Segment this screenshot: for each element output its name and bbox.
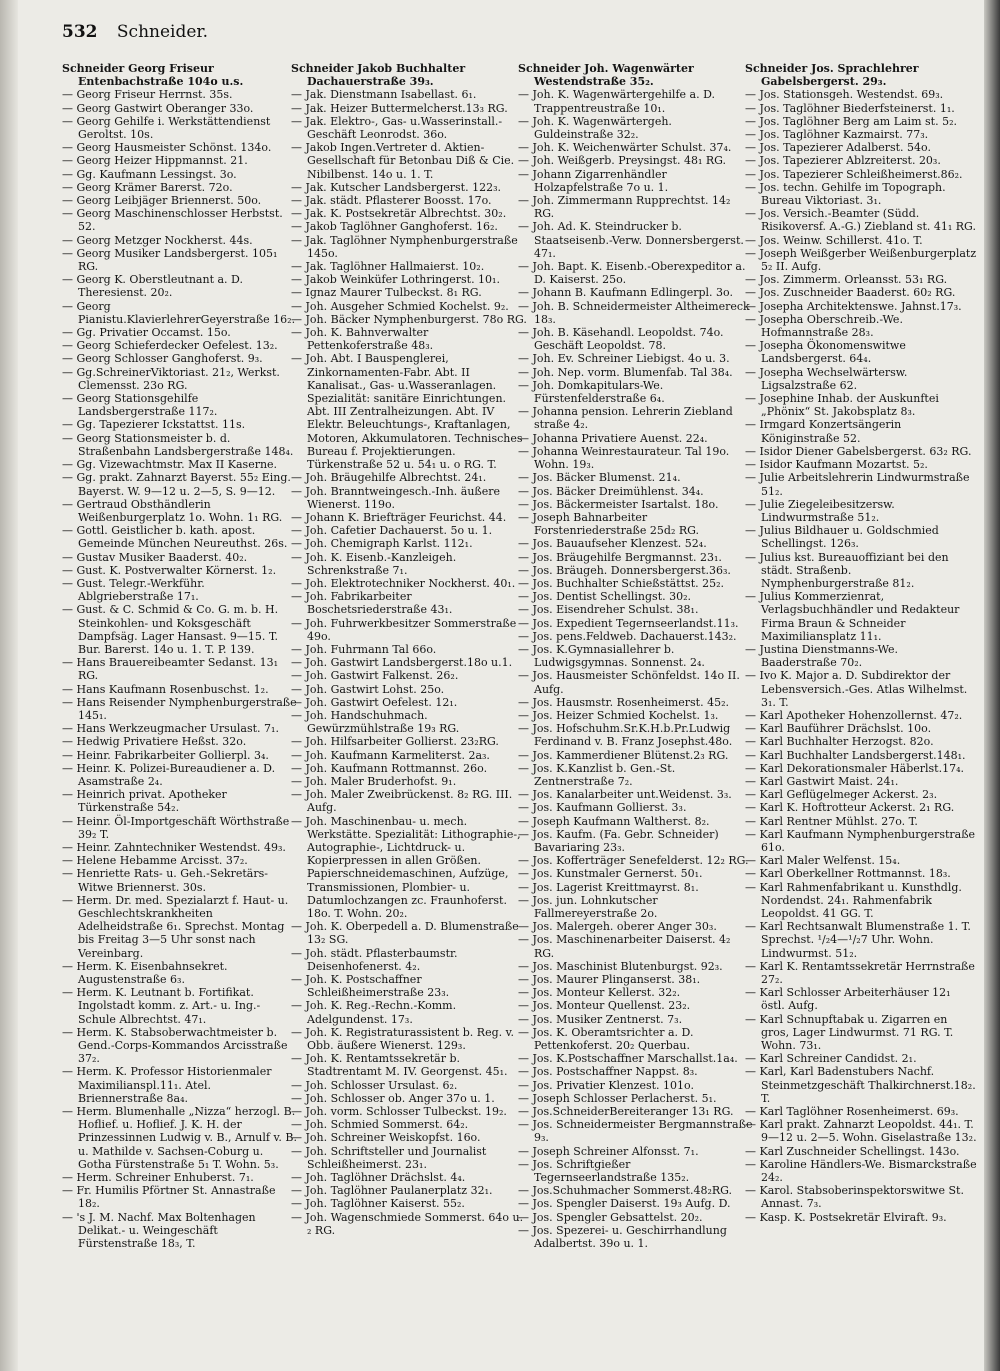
directory-entry: — Joh. K. Weichenwärter Schulst. 37₄. [518, 141, 732, 155]
directory-entry: — Jos. Bräugeh. Donnersbergerst.36₃. [518, 563, 731, 577]
directory-entry: — Joh. Kaufmann Rottmannst. 26o. [291, 761, 488, 775]
directory-entry: — Georg Maschinenschlosser Herbstst. 52. [62, 207, 283, 234]
directory-entry: — Georg Stationsgehilfe Landsbergerstraße 117₂. [62, 392, 218, 419]
directory-entry: — Jak. städt. Pflasterer Boosst. 17o. [291, 194, 492, 208]
directory-entry: — Joh. Ausgeher Schmied Kochelst. 9₂. [291, 299, 509, 313]
directory-entry: — Joh. K. Wagenwärtergehilfe a. D. Trappentreustraße 10₁. [518, 88, 716, 115]
directory-entry: — Gg. Vizewachtmstr. Max II Kaserne. [62, 458, 278, 472]
directory-entry: — Julius kst. Bureauoffiziant bei den städt. Straßenb. Nymphenburgerstraße 81₂. [745, 550, 949, 590]
directory-entry: — Jos. Eisendreher Schulst. 38₁. [518, 603, 699, 617]
directory-entry: — Jos. Bäckermeister Isartalst. 18o. [518, 497, 719, 511]
directory-entry: — Joh. Maschinenbau- u. mech. Werkstätte. Spezialität: Lithographie-, Autographie-, Lichtdruck- u. Kopierpressen in allen Größen. Papierschneidemaschinen, Aufzüge, Transmissionen, Plombier- u. Datumlochzangen zc. Fraunhoferst. 18o. T. Wohn. 20₂. [291, 814, 521, 920]
directory-entry: — Karl Dekorationsmaler Häberlst.17₄. [745, 761, 964, 775]
column-2 [291, 62, 527, 1237]
directory-entry: — 's J. M. Nachf. Max Boltenhagen Delikat.- u. Weingeschäft Fürstenstraße 18₃, T. [62, 1210, 256, 1251]
directory-entry: Schneider Jakob Buchhalter Dachauerstraße 39₃. [291, 62, 466, 89]
directory-entry: — Irmgard Konzertsängerin Königinstraße 52. [745, 418, 902, 445]
directory-entry: — Jos. Spengler Gebsattelst. 20₂. [518, 1210, 703, 1224]
directory-entry: — Joh. K. Wagenwärtergeh. Guldeinstraße 32₂. [518, 114, 672, 142]
directory-entry: — Jos. Spengler Daiserst. 19₃ Aufg. D. [518, 1197, 731, 1211]
directory-entry: — Gust. & C. Schmid & Co. G. m. b. H. Steinkohlen- und Koksgeschäft Dampfsäg. Lager Hansast. 9—15. T. Bur. Barerst. 14o u. 1. T. P. 139. [62, 603, 279, 656]
directory-entry: — Joh. Wagenschmiede Sommerst. 64o u. ₂ RG. [291, 1210, 524, 1237]
directory-entry: — Johanna pension. Lehrerin Ziebland straße 4₂. [518, 405, 733, 432]
directory-entry: — Jos. K.Postschaffner Marschallst.1a₄. [518, 1052, 738, 1066]
directory-entry: — Jakob Weinküfer Lothringerst. 10₁. [291, 273, 500, 287]
directory-entry: — Jos. Kammerdiener Blütenst.2₃ RG. [518, 748, 729, 762]
directory-entry: — Heinrich privat. Apotheker Türkenstraße 54₂. [62, 788, 227, 815]
directory-entry: — Karl K. Hoftrotteur Ackerst. 2₁ RG. [745, 801, 955, 815]
directory-entry: — Karl Maler Welfenst. 15₄. [745, 854, 901, 868]
directory-entry: — Joh. Elektrotechniker Nockherst. 40₁. [291, 576, 516, 590]
directory-entry: — Georg Pianistu.KlavierlehrerGeyerstraße 16₂. [62, 299, 296, 326]
directory-entry: — Isidor Diener Gabelsbergerst. 63₂ RG. [745, 444, 972, 458]
directory-entry: — Joh. Domkapitulars-We. Fürstenfelderstraße 6₄. [518, 378, 665, 406]
directory-entry: — Karl Apotheker Hohenzollernst. 47₂. [745, 708, 963, 722]
directory-entry: — Jos. jun. Lohnkutscher Fallmereyerstraße 2o. [518, 893, 658, 920]
directory-entry: — Joh. Hilfsarbeiter Gollierst. 23₂RG. [291, 735, 499, 749]
directory-entry: — Isidor Kaufmann Mozartst. 5₂. [745, 458, 928, 472]
page-edge-right [984, 0, 1000, 1371]
directory-entry: — Joh. Ev. Schreiner Liebigst. 4o u. 3. [518, 352, 730, 366]
directory-entry: — Karl Zuschneider Schellingst. 143o. [745, 1144, 960, 1158]
directory-entry: — Georg Schlosser Ganghoferst. 9₃. [62, 352, 263, 366]
directory-entry: — Jos. Postschaffner Nappst. 8₃. [518, 1065, 698, 1079]
directory-entry: — Joh. Gastwirt Landsbergerst.18o u.1. [291, 656, 513, 670]
directory-entry: — Karl Buchhalter Landsbergerst.148₁. [745, 748, 966, 762]
directory-entry: — Karl, Karl Badenstubers Nachf. Steinmetzgeschäft Thalkirchnerst.18₂. T. [745, 1065, 976, 1105]
directory-entry: — Jos. Tapezierer Schleißheimerst.86₂. [745, 167, 963, 181]
directory-entry: — Karl Bauführer Drächslst. 10o. [745, 722, 932, 736]
directory-entry: — Heinr. Zahntechniker Westendst. 49₃. [62, 840, 286, 854]
directory-entry: — Jos. K.Gymnasiallehrer b. Ludwigsgymnas. Sonnenst. 2₄. [518, 642, 705, 670]
directory-entry: — Joh. Abt. I Bauspenglerei, Zinkornamenten-Fabr. Abt. II Kanalisat., Gas- u.Wasseranlagen. Spezialität: sanitäre Einrichtungen. Abt. III Zentralheizungen. Abt. IV Elektr. Beleuchtungs-, Kraftanlagen, Motoren, Akkumulatoren. Technisches Bureau f. Projektierungen. Türkenstraße 52 u. 54₁ u. o RG. T. [291, 352, 523, 472]
directory-entry: — Georg Hausmeister Schönst. 134o. [62, 141, 272, 155]
directory-entry: — Jos. Kanalarbeiter unt.Weidenst. 3₃. [518, 788, 732, 802]
directory-entry: — Gustav Musiker Baaderst. 40₂. [62, 550, 248, 564]
directory-entry: — Georg Musiker Landsbergerst. 105₁ RG. [62, 246, 278, 274]
directory-entry: — Karl Gastwirt Maist. 24₁. [745, 774, 899, 788]
directory-entry: — Jak. Elektro-, Gas- u.Wasserinstall.-Geschäft Leonrodst. 36o. [291, 114, 503, 142]
directory-entry: — Joh. städt. Pflasterbaumstr. Deisenhofenerst. 4₂. [291, 946, 458, 973]
directory-entry: — Jos. K.Kanzlist b. Gen.-St. Zentnerstraße 7₂. [518, 761, 676, 788]
directory-entry: — Heinr. Öl-Importgeschäft Wörthstraße 39₂ T. [62, 814, 290, 841]
page-number: 532 [62, 22, 98, 42]
directory-entry: — Joseph Schreiner Alfonsst. 7₁. [518, 1144, 699, 1158]
directory-entry: — Johanna Privatiere Auenst. 22₄. [518, 431, 708, 445]
directory-entry: — Joh. Schmied Sommerst. 64₂. [291, 1118, 469, 1132]
directory-entry: — Joh. Schriftsteller und Journalist Schleißheimerst. 23₁. [291, 1144, 487, 1171]
directory-entry: — Joseph Weißgerber Weißenburgerplatz 5₂ II. Aufg. [745, 246, 977, 274]
directory-entry: — Jos. K. Oberamtsrichter a. D. Pettenkoferst. 20₂ Querbau. [518, 1025, 694, 1053]
directory-entry: — Gottl. Geistlicher b. kath. apost. Gemeinde München Neureuthst. 26s. [62, 524, 288, 551]
directory-entry: — Jos.SchneiderBereiteranger 13₁ RG. [518, 1105, 734, 1119]
directory-entry: — Joh. K. Rentamtssekretär b. Stadtrentamt M. IV. Georgenst. 45₁. [291, 1052, 508, 1079]
directory-entry: — Karl Taglöhner Rosenheimerst. 69₃. [745, 1105, 959, 1119]
directory-entry: — Jakob Taglöhner Ganghoferst. 16₂. [291, 220, 498, 234]
directory-entry: — Josepha Architektenswe. Jahnst.17₃. [745, 299, 962, 313]
directory-entry: — Jos. Hofschuhm.Sr.K.H.b.Pr.Ludwig Ferdinand v. B. Franz Josephst.48o. [518, 722, 733, 749]
directory-entry: — Jos. Bauaufseher Klenzest. 52₄. [518, 537, 707, 551]
directory-entry: — Johann B. Kaufmann Edlingerpl. 3o. [518, 286, 733, 300]
directory-entry: — Georg Heizer Hippmannst. 21. [62, 154, 248, 168]
directory-entry: — Heinr. K. Polizei-Bureaudiener a. D. Asamstraße 2₄. [62, 761, 276, 788]
directory-entry: — Joseph Bahnarbeiter Forstenriederstraße 25d₂ RG. [518, 510, 700, 538]
directory-entry: — Jos. Weinw. Schillerst. 41o. T. [745, 233, 923, 247]
directory-entry: — Joseph Schlosser Perlacherst. 5₁. [518, 1091, 717, 1105]
directory-entry: — Jos. Maurer Plinganserst. 38₁. [518, 973, 701, 987]
directory-entry: — Jos. Taglöhner Berg am Laim st. 5₂. [745, 114, 957, 128]
directory-entry: — Georg Leibjäger Briennerst. 50o. [62, 194, 262, 208]
directory-entry: — Georg Gehilfe i. Werkstättendienst Geroltst. 10s. [62, 114, 271, 142]
directory-entry: — Julius Kommerzienrat, Verlagsbuchhändler und Redakteur Firma Braun & Schneider Maximiliansplatz 11₁. [745, 590, 960, 643]
directory-entry: — Joh. K. Bahnverwalter Pettenkoferstraße 48₃. [291, 326, 434, 353]
directory-entry: — Karoline Händlers-We. Bismarckstraße 24₂. [745, 1157, 977, 1185]
directory-entry: — Jos. Tapezierer Adalberst. 54o. [745, 141, 931, 155]
directory-entry: — Jos. Musiker Zentnerst. 7₃. [518, 1012, 683, 1026]
directory-entry: — Karl Kaufmann Nymphenburgerstraße 61o. [745, 827, 976, 854]
directory-entry: — Julie Arbeitslehrerin Lindwurmstraße 51₂. [745, 471, 970, 498]
directory-entry: — Joh. vorm. Schlosser Tulbeckst. 19₂. [291, 1105, 507, 1119]
directory-entry: — Josephine Inhab. der Auskunftei „Phönix“ St. Jakobsplatz 8₃. [745, 392, 939, 419]
directory-entry: — Joh. Handschuhmach. Gewürzmühlstraße 19₃ RG. [291, 708, 460, 736]
directory-entry: — Joh. K. Oberpedell a. D. Blumenstraße 13₂ SG. [291, 920, 519, 947]
page-edge-left [0, 0, 18, 1371]
directory-entry: — Joh. K. Registraturassistent b. Reg. v. Obb. äußere Wienerst. 129₃. [291, 1025, 515, 1053]
directory-entry: — Joh. Gastwirt Lohst. 25o. [291, 682, 445, 696]
directory-entry: — Joh. Maler Bruderhofst. 9₁. [291, 774, 457, 788]
directory-entry: — Joh. Schreiner Weiskopfst. 16o. [291, 1131, 481, 1145]
directory-entry: — Georg Krämer Barerst. 72o. [62, 180, 233, 194]
directory-entry: — Henriette Rats- u. Geh.-Sekretärs-Witwe Briennerst. 30s. [62, 867, 268, 894]
directory-entry: — Jos. Kunstmaler Gernerst. 50₁. [518, 867, 703, 881]
directory-entry: — Karl prakt. Zahnarzt Leopoldst. 44₁. T. 9—12 u. 2—5. Wohn. Giselastraße 13₂. [745, 1118, 977, 1145]
directory-entry: — Jos. Hausmeister Schönfeldst. 14o II. Aufg. [518, 669, 740, 696]
running-title: Schneider. [116, 22, 209, 42]
directory-entry: — Jos. Heizer Schmied Kochelst. 1₃. [518, 708, 719, 722]
directory-entry: — Joh. Nep. vorm. Blumenfab. Tal 38₄. [518, 365, 733, 379]
directory-entry: — Gg.SchreinerViktoriast. 21₂, Werkst. Clemensst. 23o RG. [62, 365, 280, 392]
directory-entry: — Joh. Zimmermann Rupprechtst. 14₂ RG. [518, 194, 731, 221]
column-1 [62, 62, 298, 1250]
directory-entry: — Justina Dienstmanns-We. Baaderstraße 70₂. [745, 642, 899, 670]
directory-entry: — Jos. Kaufm. (Fa. Gebr. Schneider) Bavariaring 23₃. [518, 827, 719, 854]
directory-entry: — Jos. Spezerei- u. Geschirrhandlung Adalbertst. 39o u. 1. [518, 1223, 727, 1251]
directory-entry: — Jos. Bäcker Blumenst. 21₄. [518, 471, 681, 485]
directory-entry: — Jos. Taglöhner Biederfsteinerst. 1₁. [745, 101, 955, 115]
directory-entry: — Karl Rechtsanwalt Blumenstraße 1. T. Sprechst. ¹/₂4—¹/₂7 Uhr. Wohn. Lindwurmst. 51₂. [745, 920, 971, 960]
directory-entry: — Joh. K. Reg.-Rechn.-Komm. Adelgundenst. 17₃. [291, 999, 457, 1026]
directory-entry: — Johann K. Briefträger Feurichst. 44. [291, 510, 507, 524]
directory-entry: — Joh. Gastwirt Oefelest. 12₁. [291, 695, 458, 709]
directory-entry: — Josepha Ökonomenswitwe Landsbergerst. 64₄. [745, 339, 906, 366]
directory-entry: — Georg Gastwirt Oberanger 33o. [62, 101, 254, 115]
directory-entry: — Jos. Maschinist Blutenburgst. 92₃. [518, 959, 723, 973]
column-4 [745, 62, 977, 1224]
directory-entry: — Jos. Dentist Schellingst. 30₂. [518, 590, 692, 604]
directory-entry: — Jos. Schriftgießer Tegernseerlandstraße 135₂. [518, 1157, 690, 1185]
directory-entry: — Kasp. K. Postsekretär Elviraft. 9₃. [745, 1210, 947, 1224]
directory-entry: — Jos. Buchhalter Schießstättst. 25₂. [518, 576, 725, 590]
directory-entry: — Jos. Kaufmann Gollierst. 3₃. [518, 801, 687, 815]
directory-entry: — Gertraud Obsthändlerin Weißenburgerplatz 1o. Wohn. 1₁ RG. [62, 497, 283, 524]
directory-entry: — Jos. Tapezierer Ablzreiterst. 20₃. [745, 154, 941, 168]
directory-entry: — Hans Brauereibeamter Sedanst. 13₁ RG. [62, 656, 279, 683]
directory-entry: — Karl Oberkellner Rottmannst. 18₃. [745, 867, 951, 881]
directory-entry: — Heinr. Fabrikarbeiter Gollierpl. 3₄. [62, 748, 269, 762]
directory-entry: — Jos. Zimmerm. Orleansst. 53₁ RG. [745, 273, 948, 287]
directory-entry: — Ignaz Maurer Tulbeckst. 8₁ RG. [291, 286, 482, 300]
directory-entry: — Gg. Kaufmann Lessingst. 3o. [62, 167, 237, 181]
directory-entry: — Herm. Dr. med. Spezialarzt f. Haut- u. Geschlechtskrankheiten Adelheidstraße 6₁. Sprechst. Montag bis Freitag 3—5 Uhr sonst nach Vereinbarg. [62, 893, 289, 960]
directory-entry: — Joh. Taglöhner Kaiserst. 55₂. [291, 1197, 465, 1211]
directory-entry: — Julie Ziegeleibesitzersw. Lindwurmstraße 51₂. [745, 497, 895, 524]
directory-entry: — Jos. Expedient Tegernseerlandst.11₃. [518, 616, 739, 630]
directory-entry: — Georg Friseur Herrnst. 35s. [62, 88, 233, 102]
directory-entry: — Joh. K. Eisenb.-Kanzleigeh. Schrenkstraße 7₁. [291, 550, 457, 577]
directory-entry: — Herm. K. Stabsoberwachtmeister b. Gend.-Corps-Kommandos Arcisstraße 37₂. [62, 1025, 288, 1066]
directory-entry: — Joh. Fuhrmann Tal 66o. [291, 642, 437, 656]
directory-entry: — Jos. Monteur Quellenst. 23₂. [518, 999, 691, 1013]
directory-entry: — Jak. Taglöhner Hallmaierst. 10₂. [291, 260, 485, 274]
directory-entry: — Jos. Hausmstr. Rosenheimerst. 45₂. [518, 695, 730, 709]
directory-entry: — Jos. Bräugehilfe Bergmannst. 23₁. [518, 550, 722, 564]
directory-entry: — Joh. Taglöhner Paulanerplatz 32₁. [291, 1184, 493, 1198]
directory-entry: — Georg Metzger Nockherst. 44s. [62, 233, 253, 247]
directory-entry: — Joh. Bräugehilfe Albrechtst. 24₁. [291, 471, 487, 485]
directory-entry: — Joseph Kaufmann Waltherst. 8₂. [518, 814, 710, 828]
directory-entry: — Joh. Weißgerb. Preysingst. 48₁ RG. [518, 154, 727, 168]
directory-entry: — Jos. Versich.-Beamter (Südd. Risikoversf. A.-G.) Ziebland st. 41₁ RG. [745, 207, 976, 234]
directory-entry: — Johanna Weinrestaurateur. Tal 19o. Wohn. 19₃. [518, 444, 730, 472]
directory-entry: — Jos. Kofferträger Senefelderst. 12₂ RG. [518, 854, 749, 868]
directory-entry: Schneider Joh. Wagenwärter Westendstraße 35₂. [518, 62, 694, 89]
directory-entry: — Josepha Oberschreib.-We. Hofmannstraße 28₃. [745, 312, 903, 340]
directory-entry: — Fr. Humilis Pförtner St. Annastraße 18₂. [62, 1184, 276, 1211]
directory-entry: — Karl Schnupftabak u. Zigarren en gros, Lager Lindwurmst. 71 RG. T. Wohn. 73₁. [745, 1012, 954, 1053]
directory-entry: — Karol. Stabsoberinspektorswitwe St. Annast. 7₃. [745, 1184, 964, 1211]
directory-entry: — Joh. Schlosser Ursulast. 6₂. [291, 1078, 458, 1092]
directory-entry: — Herm. K. Eisenbahnsekret. Augustenstraße 6₃. [62, 959, 228, 987]
directory-entry: — Karl Rahmenfabrikant u. Kunsthdlg. Nordendst. 24₁. Rahmenfabrik Leopoldst. 41 GG. T. [745, 880, 962, 920]
directory-entry: — Hedwig Privatiere Heßst. 32o. [62, 735, 247, 749]
directory-entry: — Joh. Ad. K. Steindrucker b. Staatseisenb.-Verw. Donnersbergerst. 47₁. [518, 220, 744, 260]
directory-entry: — Ivo K. Major a. D. Subdirektor der Lebensversich.-Ges. Atlas Wilhelmst. 3₁. T. [745, 669, 968, 709]
directory-entry: — Karl K. Rentamtssekretär Herrnstraße 27₂. [745, 959, 975, 987]
column-3 [518, 62, 754, 1250]
directory-entry: — Jos. Stationsgeh. Westendst. 69₃. [745, 88, 944, 102]
directory-entry: — Jak. Heizer Buttermelcherst.13₃ RG. [291, 101, 508, 115]
directory-entry: — Gust. Telegr.-Werkführ. Ablgrieberstraße 17₁. [62, 576, 205, 604]
directory-entry: — Jos. Lagerist Kreittmayrst. 8₁. [518, 880, 699, 894]
directory-entry: — Johann Zigarrenhändler Holzapfelstraße 7o u. 1. [518, 167, 669, 194]
directory-entry: — Herm. K. Professor Historienmaler Maximilianspl.11₁. Atel. Briennerstraße 8a₄. [62, 1065, 272, 1105]
directory-entry: — Joh. Schlosser ob. Anger 37o u. 1. [291, 1091, 495, 1105]
directory-entry: — Julius Bildhauer u. Goldschmied Schellingst. 126₃. [745, 524, 939, 551]
directory-entry: — Herm. Schreiner Enhuberst. 7₁. [62, 1171, 254, 1185]
directory-entry: — Helene Hebamme Arcisst. 37₂. [62, 854, 248, 868]
directory-entry: Schneider Jos. Sprachlehrer Gabelsbergerst. 29₃. [745, 62, 919, 89]
directory-entry: — Georg K. Oberstleutnant a. D. Theresienst. 20₂. [62, 273, 243, 300]
directory-entry: — Joh. Bapt. K. Eisenb.-Oberexpeditor a. D. Kaiserst. 25o. [518, 260, 746, 287]
directory-entry: — Joh. Chemigraph Karlst. 112₁. [291, 537, 473, 551]
directory-entry: — Georg Schieferdecker Oefelest. 13₂. [62, 339, 278, 353]
directory-entry: — Herm. K. Leutnant b. Fortifikat. Ingolstadt komm. z. Art.- u. Ing.-Schule Albrechtst. 47₁. [62, 986, 261, 1026]
directory-entry: — Jak. Dienstmann Isabellast. 6₁. [291, 88, 477, 102]
directory-entry: — Jakob Ingen.Vertreter d. Aktien-Gesellschaft für Betonbau Diß & Cie. Nibilbenst. 14o u. 1. T. [291, 141, 515, 181]
page-header [62, 22, 208, 46]
directory-entry: — Jos. pens.Feldweb. Dachauerst.143₂. [518, 629, 737, 643]
directory-entry: — Jak. K. Postsekretär Albrechtst. 30₂. [291, 207, 507, 221]
directory-entry: — Jak. Kutscher Landsbergerst. 122₃. [291, 180, 501, 194]
directory-entry: — Joh. Bäcker Nymphenburgerst. 78o RG. [291, 312, 527, 326]
directory-entry: — Joh. Branntweingesch.-Inh. äußere Wienerst. 119o. [291, 484, 501, 511]
directory-entry: — Gust. K. Postverwalter Körnerst. 1₂. [62, 563, 277, 577]
directory-entry: — Joh. Taglöhner Drächslst. 4₄. [291, 1171, 466, 1185]
directory-entry: — Hans Werkzeugmacher Ursulast. 7₁. [62, 722, 279, 736]
directory-entry: — Joh. Maler Zweibrückenst. 8₂ RG. III. Aufg. [291, 788, 513, 815]
directory-entry: — Karl Geflügelmeger Ackerst. 2₃. [745, 788, 938, 802]
directory-entry: — Joh. Kaufmann Karmeliterst. 2a₃. [291, 748, 490, 762]
directory-entry: — Joh. B. Käsehandl. Leopoldst. 74o. Geschäft Leopoldst. 78. [518, 326, 724, 353]
directory-entry: — Karl Buchhalter Herzogst. 82o. [745, 735, 934, 749]
directory-entry: — Hans Kaufmann Rosenbuschst. 1₂. [62, 682, 269, 696]
directory-entry: — Joh. Fuhrwerkbesitzer Sommerstraße 49o. [291, 616, 517, 643]
directory-entry: — Jos. Malergeh. oberer Anger 30₃. [518, 920, 717, 934]
directory-entry: — Hans Reisender Nymphenburgerstraße 145₁. [62, 695, 297, 722]
directory-entry: Schneider Georg Friseur Entenbachstraße 104o u.s. [62, 62, 244, 89]
directory-entry: — Joh. Cafetier Dachauerst. 5o u. 1. [291, 524, 493, 538]
directory-entry: — Jos. Bäcker Dreimühlenst. 34₄. [518, 484, 704, 498]
directory-entry: — Jak. Taglöhner Nymphenburgerstraße 145o. [291, 233, 518, 260]
directory-entry: — Josepha Wechselwärtersw. Ligsalzstraße 62. [745, 365, 908, 392]
directory-entry: — Gg. Tapezierer Ickstattst. 11s. [62, 418, 246, 432]
directory-entry: — Joh. B. Schneidermeister Altheimereck 18₃. [518, 299, 750, 326]
directory-entry: — Georg Stationsmeister b. d. Straßenbahn Landsbergerstraße 148₄. [62, 431, 294, 458]
directory-entry: — Gg. prakt. Zahnarzt Bayerst. 55₂ Eing. Bayerst. W. 9—12 u. 2—5, S. 9—12. [62, 471, 291, 498]
directory-entry: — Joh. Fabrikarbeiter Boschetsriederstraße 43₁. [291, 590, 453, 617]
directory-entry: — Jos. Maschinenarbeiter Daiserst. 4₂ RG. [518, 933, 731, 960]
directory-entry: — Karl Schreiner Candidst. 2₁. [745, 1052, 917, 1066]
directory-entry: — Jos. Monteur Kellerst. 32₂. [518, 986, 681, 1000]
directory-entry: — Jos. Zuschneider Baaderst. 60₂ RG. [745, 286, 956, 300]
directory-entry: — Jos. techn. Gehilfe im Topograph. Bureau Viktoriast. 3₁. [745, 180, 946, 208]
directory-entry: — Jos. Schneidermeister Bergmannstraße 9₃. [518, 1118, 753, 1145]
directory-entry: — Joh. Gastwirt Falkenst. 26₂. [291, 669, 459, 683]
directory-entry: — Joh. K. Postschaffner Schleißheimerstraße 23₃. [291, 973, 450, 1000]
directory-entry: — Gg. Privatier Occamst. 15o. [62, 326, 231, 340]
directory-entry: — Karl Schlosser Arbeiterhäuser 12₁ östl. Aufg. [745, 986, 951, 1013]
directory-entry: — Jos. Privatier Klenzest. 101o. [518, 1078, 694, 1092]
directory-entry: — Jos.Schuhmacher Sommerst.48₂RG. [518, 1184, 733, 1198]
directory-entry: — Herm. Blumenhalle „Nizza“ herzogl. B. Hoflief. u. Hoflief. J. K. H. der Prinzessinnen Ludwig v. B., Arnulf v. B. u. Mathilde v. Sachsen-Coburg u. Gotha Fürstenstraße 5₁ T. Wohn. 5₃. [62, 1105, 297, 1171]
directory-entry: — Jos. Taglöhner Kazmairst. 77₃. [745, 128, 929, 142]
directory-entry: — Karl Rentner Mühlst. 27o. T. [745, 814, 918, 828]
